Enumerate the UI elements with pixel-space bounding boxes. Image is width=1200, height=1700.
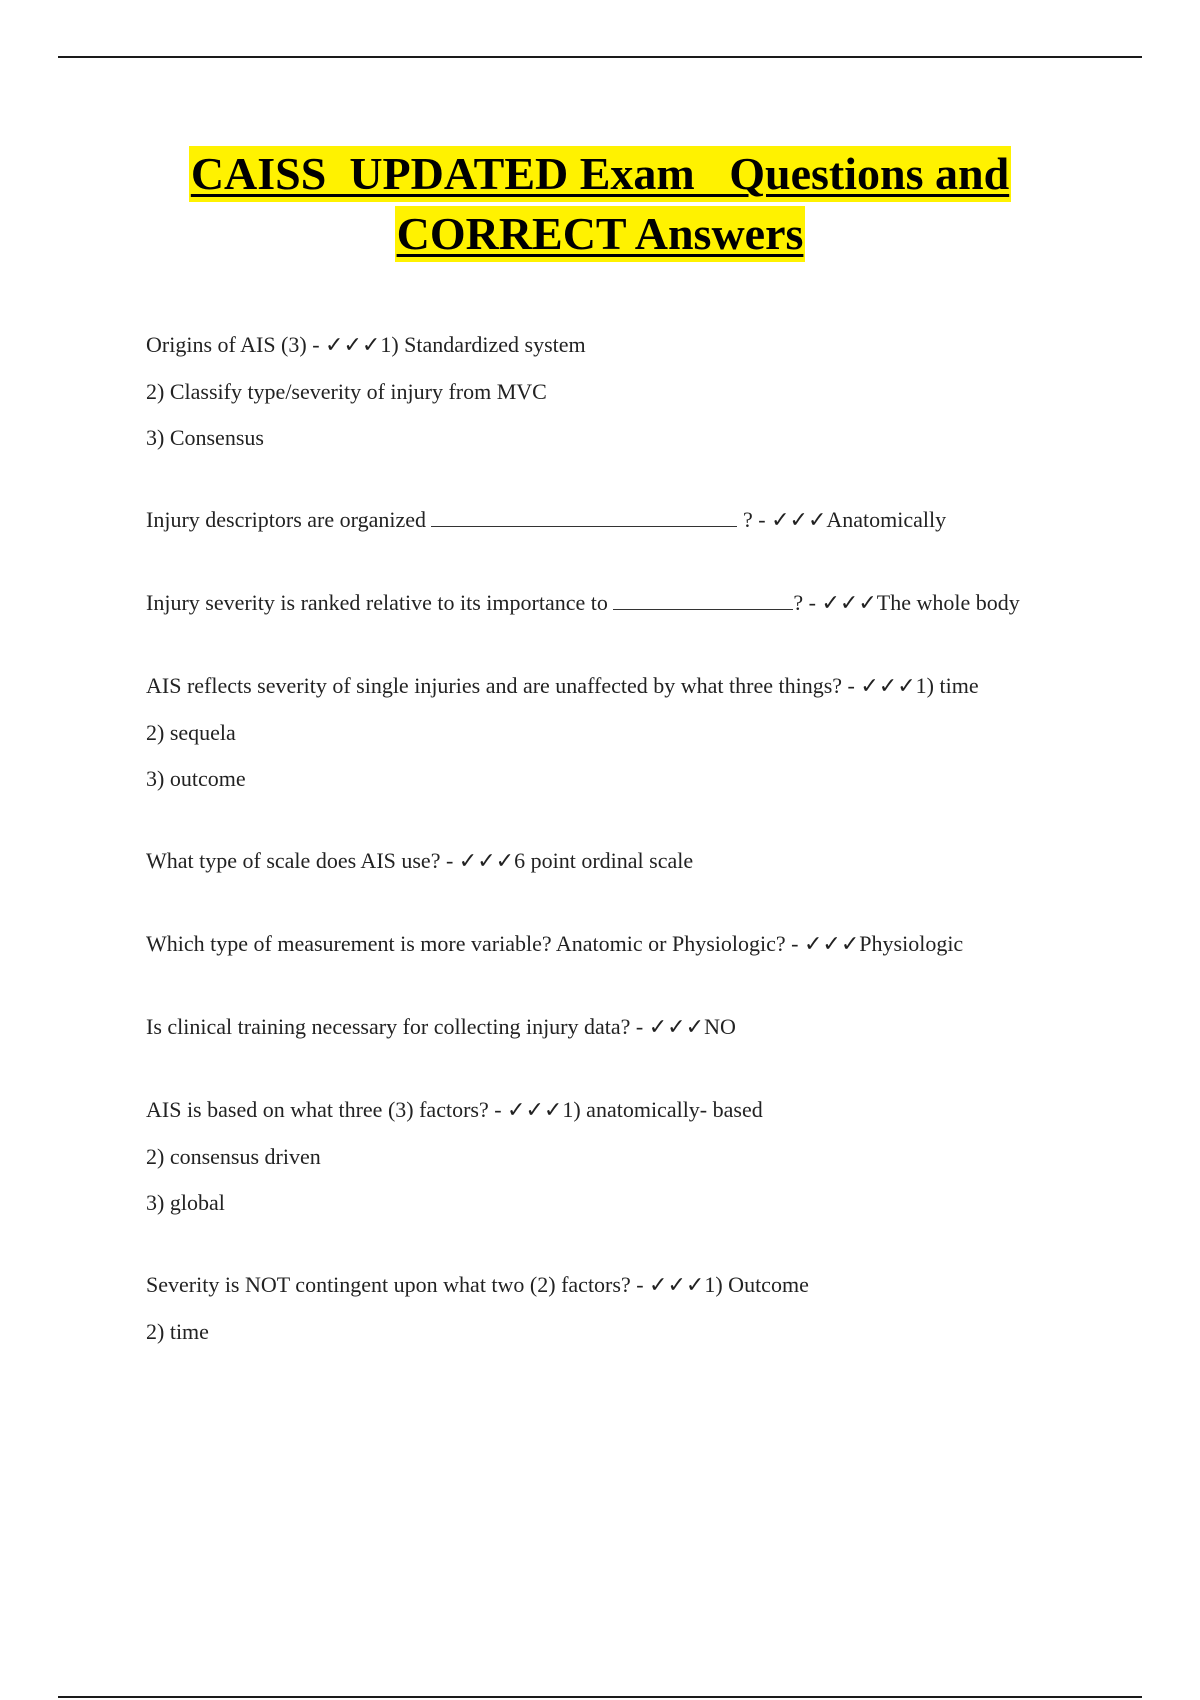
question-text: AIS reflects severity of single injuries and are unaffected by what three things? - xyxy=(146,673,861,698)
answer-blank xyxy=(613,589,793,610)
check-mark-icon: ✓✓✓ xyxy=(803,932,860,957)
answer-text: 1) Outcome xyxy=(704,1272,809,1297)
answer-text: NO xyxy=(704,1014,736,1039)
qa-item-9 xyxy=(146,1270,1046,1347)
answer-text: 1) anatomically- based xyxy=(562,1097,763,1122)
qa-item-2 xyxy=(146,505,1046,536)
qa-item-7 xyxy=(146,1012,1046,1043)
check-mark-icon: ✓✓✓ xyxy=(860,674,916,699)
qa-question-line xyxy=(146,1270,1046,1301)
question-text: Which type of measurement is more variable? Anatomic or Physiologic? - xyxy=(146,931,804,956)
answer-extra-line: 2) sequela xyxy=(146,720,236,745)
qa-item-6 xyxy=(146,929,1046,960)
qa-item-4 xyxy=(146,671,1046,794)
qa-question-line xyxy=(146,671,1046,702)
answer-text: 1) time xyxy=(915,673,979,698)
footer-rule xyxy=(58,1696,1142,1698)
check-mark-icon: ✓✓✓ xyxy=(325,333,381,358)
answer-text: The whole body xyxy=(876,590,1020,615)
qa-list xyxy=(146,330,1046,1363)
question-text: Is clinical training necessary for collecting injury data? - xyxy=(146,1014,649,1039)
check-mark-icon: ✓✓✓ xyxy=(649,1273,705,1298)
qa-question-line xyxy=(146,505,1046,536)
answer-extra-line: 2) consensus driven xyxy=(146,1144,321,1169)
qa-question-line xyxy=(146,929,1046,960)
answer-text: 1) Standardized system xyxy=(380,332,586,357)
check-mark-icon: ✓✓✓ xyxy=(458,849,515,874)
title-line-1: CAISS UPDATED Exam Questions and xyxy=(189,146,1011,202)
question-text-end: ? - xyxy=(737,507,772,532)
check-mark-icon: ✓✓✓ xyxy=(648,1015,705,1040)
answer-extra-line: 3) Consensus xyxy=(146,425,264,450)
qa-question-line xyxy=(146,1095,1046,1126)
answer-text: 6 point ordinal scale xyxy=(514,848,694,873)
qa-question-line xyxy=(146,330,1046,361)
answer-extra-line: 2) Classify type/severity of injury from MVC xyxy=(146,379,547,404)
check-mark-icon: ✓✓✓ xyxy=(507,1098,563,1123)
answer-blank xyxy=(431,506,737,527)
question-text: AIS is based on what three (3) factors? - xyxy=(146,1097,508,1122)
answer-extra-line: 3) outcome xyxy=(146,766,246,791)
document-title xyxy=(0,146,1200,262)
answer-extra-line: 3) global xyxy=(146,1190,225,1215)
qa-item-1 xyxy=(146,330,1046,453)
question-text: What type of scale does AIS use? - xyxy=(146,848,459,873)
answer-text: Anatomically xyxy=(826,507,947,532)
check-mark-icon: ✓✓✓ xyxy=(771,508,827,533)
question-text: Severity is NOT contingent upon what two (2) factors? - xyxy=(146,1272,650,1297)
question-text-end: ? - xyxy=(793,590,822,615)
check-mark-icon: ✓✓✓ xyxy=(821,591,877,616)
qa-item-5 xyxy=(146,846,1046,877)
qa-question-line xyxy=(146,588,1046,619)
qa-item-8 xyxy=(146,1095,1046,1218)
question-text: Injury severity is ranked relative to its importance to xyxy=(146,590,614,615)
question-text: Injury descriptors are organized xyxy=(146,507,432,532)
answer-text: Physiologic xyxy=(859,931,964,956)
qa-question-line xyxy=(146,1012,1046,1043)
title-line-2: CORRECT Answers xyxy=(395,206,806,262)
qa-item-3 xyxy=(146,588,1046,619)
header-rule xyxy=(58,56,1142,58)
question-text: Origins of AIS (3) - xyxy=(146,332,326,357)
qa-question-line xyxy=(146,846,1046,877)
answer-extra-line: 2) time xyxy=(146,1319,209,1344)
